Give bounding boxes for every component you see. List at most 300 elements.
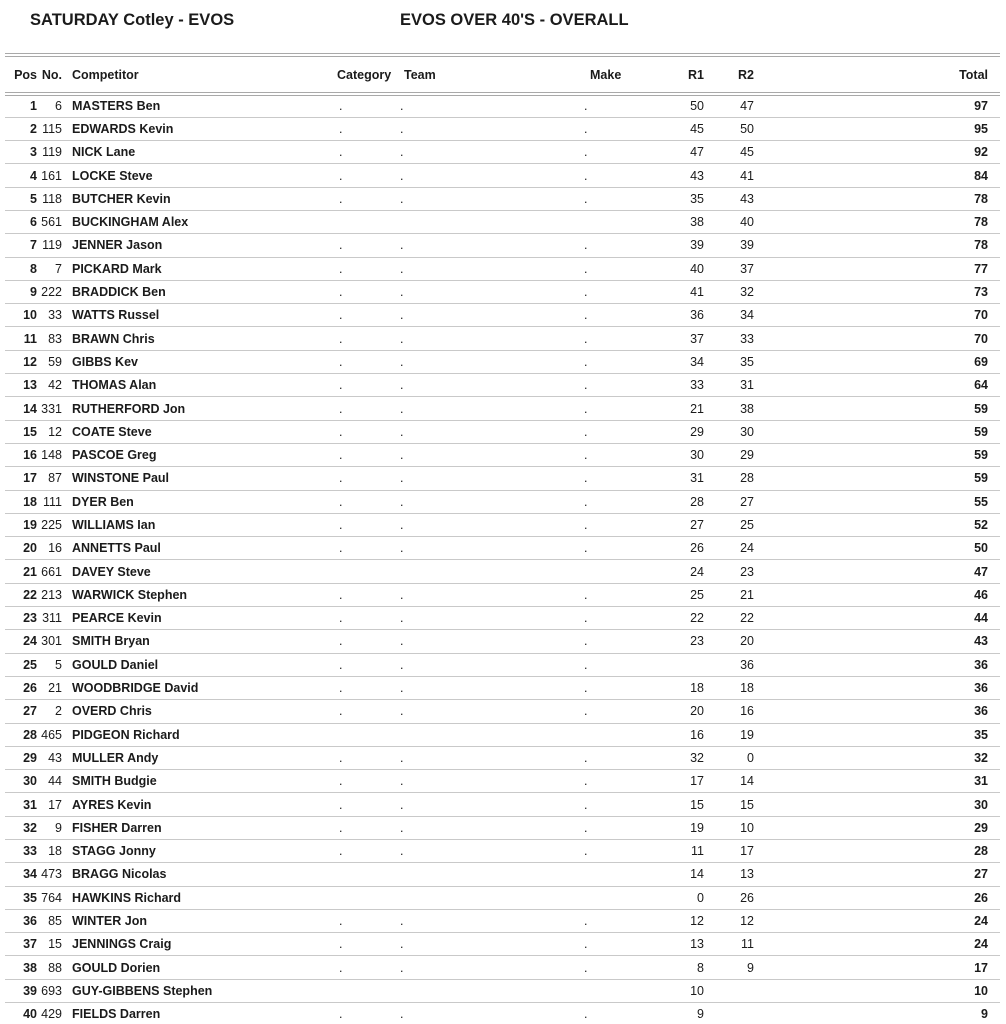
r2-cell: 21 (704, 583, 754, 606)
competitor-cell: WINTER Jon (62, 909, 335, 932)
table-row (5, 746, 1000, 769)
r1-cell: 33 (665, 374, 704, 397)
r1-cell: 18 (665, 676, 704, 699)
col-header-r1: R1 (665, 55, 704, 94)
total-cell: 47 (754, 560, 1000, 583)
make-cell: . (582, 676, 665, 699)
r2-cell: 9 (704, 956, 754, 979)
make-cell: . (582, 467, 665, 490)
r2-cell: 35 (704, 350, 754, 373)
r1-cell: 20 (665, 700, 704, 723)
pos-cell: 6 (5, 210, 37, 233)
pos-cell: 22 (5, 583, 37, 606)
r2-cell: 20 (704, 630, 754, 653)
r1-cell: 35 (665, 187, 704, 210)
number-cell: 115 (37, 117, 62, 140)
make-cell: . (582, 956, 665, 979)
number-cell: 2 (37, 700, 62, 723)
r1-cell: 37 (665, 327, 704, 350)
pos-cell: 1 (5, 94, 37, 117)
team-cell: . (397, 700, 582, 723)
make-cell: . (582, 583, 665, 606)
team-cell: . (397, 909, 582, 932)
r1-cell: 39 (665, 234, 704, 257)
pos-cell: 16 (5, 443, 37, 466)
category-cell: . (335, 1003, 397, 1024)
table-row (5, 793, 1000, 816)
r1-cell: 12 (665, 909, 704, 932)
r2-cell: 26 (704, 886, 754, 909)
r2-cell: 40 (704, 210, 754, 233)
category-cell: . (335, 583, 397, 606)
r1-cell: 41 (665, 280, 704, 303)
competitor-cell: STAGG Jonny (62, 840, 335, 863)
make-cell: . (582, 607, 665, 630)
table-row (5, 560, 1000, 583)
competitor-cell: DAVEY Steve (62, 560, 335, 583)
total-cell: 59 (754, 420, 1000, 443)
category-cell: . (335, 164, 397, 187)
make-cell: . (582, 397, 665, 420)
team-cell (397, 560, 582, 583)
competitor-cell: PICKARD Mark (62, 257, 335, 280)
table-row (5, 164, 1000, 187)
competitor-cell: WILLIAMS Ian (62, 513, 335, 536)
pos-cell: 35 (5, 886, 37, 909)
make-cell: . (582, 793, 665, 816)
category-cell: . (335, 304, 397, 327)
total-cell: 69 (754, 350, 1000, 373)
r2-cell: 30 (704, 420, 754, 443)
total-cell: 59 (754, 467, 1000, 490)
number-cell: 561 (37, 210, 62, 233)
r2-cell: 41 (704, 164, 754, 187)
team-cell: . (397, 676, 582, 699)
number-cell: 118 (37, 187, 62, 210)
competitor-cell: EDWARDS Kevin (62, 117, 335, 140)
team-cell: . (397, 374, 582, 397)
r1-cell: 21 (665, 397, 704, 420)
competitor-cell: FISHER Darren (62, 816, 335, 839)
total-cell: 36 (754, 653, 1000, 676)
team-cell: . (397, 234, 582, 257)
category-cell: . (335, 630, 397, 653)
table-row (5, 304, 1000, 327)
pos-cell: 3 (5, 141, 37, 164)
table-row (5, 816, 1000, 839)
table-row (5, 933, 1000, 956)
r1-cell: 19 (665, 816, 704, 839)
competitor-cell: THOMAS Alan (62, 374, 335, 397)
pos-cell: 28 (5, 723, 37, 746)
number-cell: 473 (37, 863, 62, 886)
pos-cell: 21 (5, 560, 37, 583)
table-row (5, 956, 1000, 979)
competitor-cell: GIBBS Kev (62, 350, 335, 373)
number-cell: 331 (37, 397, 62, 420)
category-cell: . (335, 327, 397, 350)
make-cell: . (582, 933, 665, 956)
number-cell: 9 (37, 816, 62, 839)
pos-cell: 11 (5, 327, 37, 350)
make-cell (582, 210, 665, 233)
category-cell: . (335, 909, 397, 932)
team-cell: . (397, 793, 582, 816)
r2-cell: 31 (704, 374, 754, 397)
total-cell: 97 (754, 94, 1000, 117)
r1-cell: 16 (665, 723, 704, 746)
competitor-cell: WARWICK Stephen (62, 583, 335, 606)
number-cell: 85 (37, 909, 62, 932)
pos-cell: 14 (5, 397, 37, 420)
competitor-cell: BRAGG Nicolas (62, 863, 335, 886)
number-cell: 87 (37, 467, 62, 490)
make-cell (582, 723, 665, 746)
number-cell: 225 (37, 513, 62, 536)
team-cell: . (397, 164, 582, 187)
r1-cell: 9 (665, 1003, 704, 1024)
team-cell: . (397, 397, 582, 420)
r1-cell (665, 653, 704, 676)
r2-cell: 15 (704, 793, 754, 816)
results-table (5, 53, 1000, 1024)
number-cell: 301 (37, 630, 62, 653)
r2-cell: 27 (704, 490, 754, 513)
total-cell: 46 (754, 583, 1000, 606)
table-row (5, 583, 1000, 606)
pos-cell: 40 (5, 1003, 37, 1024)
table-row (5, 350, 1000, 373)
team-cell: . (397, 141, 582, 164)
competitor-cell: WATTS Russel (62, 304, 335, 327)
category-cell (335, 210, 397, 233)
team-cell: . (397, 443, 582, 466)
r2-cell: 0 (704, 746, 754, 769)
r2-cell: 12 (704, 909, 754, 932)
table-row (5, 94, 1000, 117)
r1-cell: 30 (665, 443, 704, 466)
number-cell: 17 (37, 793, 62, 816)
category-cell: . (335, 94, 397, 117)
team-cell (397, 210, 582, 233)
make-cell: . (582, 840, 665, 863)
class-title: EVOS OVER 40'S - OVERALL (400, 11, 629, 29)
number-cell: 18 (37, 840, 62, 863)
r1-cell: 31 (665, 467, 704, 490)
make-cell: . (582, 909, 665, 932)
pos-cell: 18 (5, 490, 37, 513)
competitor-cell: WINSTONE Paul (62, 467, 335, 490)
total-cell: 35 (754, 723, 1000, 746)
total-cell: 24 (754, 909, 1000, 932)
category-cell: . (335, 676, 397, 699)
total-cell: 78 (754, 187, 1000, 210)
pos-cell: 39 (5, 979, 37, 1002)
table-row (5, 234, 1000, 257)
table-row (5, 490, 1000, 513)
category-cell: . (335, 490, 397, 513)
pos-cell: 31 (5, 793, 37, 816)
team-cell: . (397, 653, 582, 676)
make-cell: . (582, 117, 665, 140)
table-row (5, 397, 1000, 420)
r1-cell: 17 (665, 770, 704, 793)
event-title: SATURDAY Cotley - EVOS (30, 11, 235, 29)
pos-cell: 10 (5, 304, 37, 327)
competitor-cell: NICK Lane (62, 141, 335, 164)
r1-cell: 14 (665, 863, 704, 886)
number-cell: 119 (37, 234, 62, 257)
r2-cell: 34 (704, 304, 754, 327)
r2-cell: 19 (704, 723, 754, 746)
team-cell: . (397, 257, 582, 280)
number-cell: 88 (37, 956, 62, 979)
number-cell: 693 (37, 979, 62, 1002)
number-cell: 222 (37, 280, 62, 303)
pos-cell: 26 (5, 676, 37, 699)
category-cell: . (335, 374, 397, 397)
team-cell: . (397, 94, 582, 117)
table-row (5, 513, 1000, 536)
team-cell: . (397, 280, 582, 303)
make-cell: . (582, 164, 665, 187)
team-cell: . (397, 933, 582, 956)
make-cell: . (582, 1003, 665, 1024)
pos-cell: 27 (5, 700, 37, 723)
pos-cell: 13 (5, 374, 37, 397)
competitor-cell: FIELDS Darren (62, 1003, 335, 1024)
total-cell: 36 (754, 700, 1000, 723)
make-cell: . (582, 700, 665, 723)
r1-cell: 22 (665, 607, 704, 630)
competitor-cell: BUCKINGHAM Alex (62, 210, 335, 233)
number-cell: 33 (37, 304, 62, 327)
r2-cell (704, 979, 754, 1002)
pos-cell: 25 (5, 653, 37, 676)
team-cell: . (397, 583, 582, 606)
make-cell: . (582, 537, 665, 560)
category-cell: . (335, 840, 397, 863)
total-cell: 95 (754, 117, 1000, 140)
table-row (5, 1003, 1000, 1024)
r2-cell: 37 (704, 257, 754, 280)
number-cell: 111 (37, 490, 62, 513)
team-cell: . (397, 304, 582, 327)
r2-cell: 50 (704, 117, 754, 140)
r1-cell: 11 (665, 840, 704, 863)
total-cell: 26 (754, 886, 1000, 909)
total-cell: 17 (754, 956, 1000, 979)
pos-cell: 37 (5, 933, 37, 956)
r1-cell: 43 (665, 164, 704, 187)
pos-cell: 17 (5, 467, 37, 490)
number-cell: 429 (37, 1003, 62, 1024)
table-row (5, 257, 1000, 280)
category-cell: . (335, 816, 397, 839)
category-cell: . (335, 607, 397, 630)
number-cell: 7 (37, 257, 62, 280)
r2-cell: 17 (704, 840, 754, 863)
r2-cell: 16 (704, 700, 754, 723)
pos-cell: 2 (5, 117, 37, 140)
make-cell (582, 560, 665, 583)
make-cell (582, 863, 665, 886)
r1-cell: 28 (665, 490, 704, 513)
make-cell: . (582, 234, 665, 257)
r2-cell: 22 (704, 607, 754, 630)
number-cell: 44 (37, 770, 62, 793)
table-row (5, 863, 1000, 886)
category-cell (335, 863, 397, 886)
col-header-pos: Pos (5, 55, 37, 94)
table-row (5, 117, 1000, 140)
col-header-make: Make (582, 55, 665, 94)
table-row (5, 886, 1000, 909)
competitor-cell: AYRES Kevin (62, 793, 335, 816)
team-cell: . (397, 816, 582, 839)
r2-cell: 28 (704, 467, 754, 490)
competitor-cell: BRAWN Chris (62, 327, 335, 350)
total-cell: 70 (754, 304, 1000, 327)
col-header-team: Team (397, 55, 582, 94)
category-cell: . (335, 467, 397, 490)
category-cell: . (335, 933, 397, 956)
table-row (5, 630, 1000, 653)
category-cell: . (335, 653, 397, 676)
number-cell: 12 (37, 420, 62, 443)
pos-cell: 30 (5, 770, 37, 793)
r2-cell: 10 (704, 816, 754, 839)
make-cell: . (582, 630, 665, 653)
make-cell: . (582, 350, 665, 373)
pos-cell: 33 (5, 840, 37, 863)
competitor-cell: PIDGEON Richard (62, 723, 335, 746)
total-cell: 9 (754, 1003, 1000, 1024)
r2-cell: 47 (704, 94, 754, 117)
r1-cell: 36 (665, 304, 704, 327)
number-cell: 161 (37, 164, 62, 187)
pos-cell: 7 (5, 234, 37, 257)
category-cell: . (335, 234, 397, 257)
number-cell: 15 (37, 933, 62, 956)
make-cell: . (582, 816, 665, 839)
r2-cell: 18 (704, 676, 754, 699)
total-cell: 92 (754, 141, 1000, 164)
number-cell: 465 (37, 723, 62, 746)
total-cell: 44 (754, 607, 1000, 630)
total-cell: 36 (754, 676, 1000, 699)
total-cell: 59 (754, 397, 1000, 420)
number-cell: 59 (37, 350, 62, 373)
competitor-cell: JENNER Jason (62, 234, 335, 257)
team-cell: . (397, 117, 582, 140)
total-cell: 78 (754, 234, 1000, 257)
category-cell (335, 723, 397, 746)
team-cell (397, 886, 582, 909)
team-cell: . (397, 956, 582, 979)
team-cell: . (397, 630, 582, 653)
table-row (5, 979, 1000, 1002)
team-cell: . (397, 1003, 582, 1024)
r1-cell: 50 (665, 94, 704, 117)
category-cell: . (335, 537, 397, 560)
col-header-category: Category (335, 55, 397, 94)
competitor-cell: MASTERS Ben (62, 94, 335, 117)
competitor-cell: PASCOE Greg (62, 443, 335, 466)
total-cell: 77 (754, 257, 1000, 280)
r2-cell: 14 (704, 770, 754, 793)
pos-cell: 34 (5, 863, 37, 886)
number-cell: 213 (37, 583, 62, 606)
pos-cell: 5 (5, 187, 37, 210)
r2-cell: 24 (704, 537, 754, 560)
team-cell: . (397, 607, 582, 630)
r1-cell: 23 (665, 630, 704, 653)
r2-cell: 29 (704, 443, 754, 466)
category-cell: . (335, 280, 397, 303)
make-cell (582, 886, 665, 909)
pos-cell: 36 (5, 909, 37, 932)
r1-cell: 24 (665, 560, 704, 583)
competitor-cell: ANNETTS Paul (62, 537, 335, 560)
category-cell: . (335, 513, 397, 536)
total-cell: 28 (754, 840, 1000, 863)
r2-cell: 38 (704, 397, 754, 420)
table-row (5, 537, 1000, 560)
r2-cell: 13 (704, 863, 754, 886)
number-cell: 21 (37, 676, 62, 699)
total-cell: 78 (754, 210, 1000, 233)
category-cell (335, 979, 397, 1002)
competitor-cell: COATE Steve (62, 420, 335, 443)
table-row (5, 840, 1000, 863)
number-cell: 764 (37, 886, 62, 909)
total-cell: 73 (754, 280, 1000, 303)
competitor-cell: JENNINGS Craig (62, 933, 335, 956)
category-cell: . (335, 420, 397, 443)
competitor-cell: GOULD Daniel (62, 653, 335, 676)
number-cell: 16 (37, 537, 62, 560)
pos-cell: 29 (5, 746, 37, 769)
category-cell: . (335, 187, 397, 210)
competitor-cell: OVERD Chris (62, 700, 335, 723)
team-cell: . (397, 327, 582, 350)
make-cell: . (582, 513, 665, 536)
total-cell: 43 (754, 630, 1000, 653)
pos-cell: 12 (5, 350, 37, 373)
make-cell (582, 979, 665, 1002)
number-cell: 6 (37, 94, 62, 117)
number-cell: 311 (37, 607, 62, 630)
make-cell: . (582, 653, 665, 676)
r1-cell: 47 (665, 141, 704, 164)
col-header-competitor: Competitor (62, 55, 335, 94)
pos-cell: 4 (5, 164, 37, 187)
competitor-cell: LOCKE Steve (62, 164, 335, 187)
make-cell: . (582, 187, 665, 210)
r2-cell: 23 (704, 560, 754, 583)
r2-cell: 32 (704, 280, 754, 303)
table-row (5, 909, 1000, 932)
r1-cell: 13 (665, 933, 704, 956)
total-cell: 52 (754, 513, 1000, 536)
col-header-total: Total (754, 55, 1000, 94)
table-row (5, 723, 1000, 746)
total-cell: 10 (754, 979, 1000, 1002)
competitor-cell: SMITH Budgie (62, 770, 335, 793)
r2-cell: 43 (704, 187, 754, 210)
r2-cell: 11 (704, 933, 754, 956)
